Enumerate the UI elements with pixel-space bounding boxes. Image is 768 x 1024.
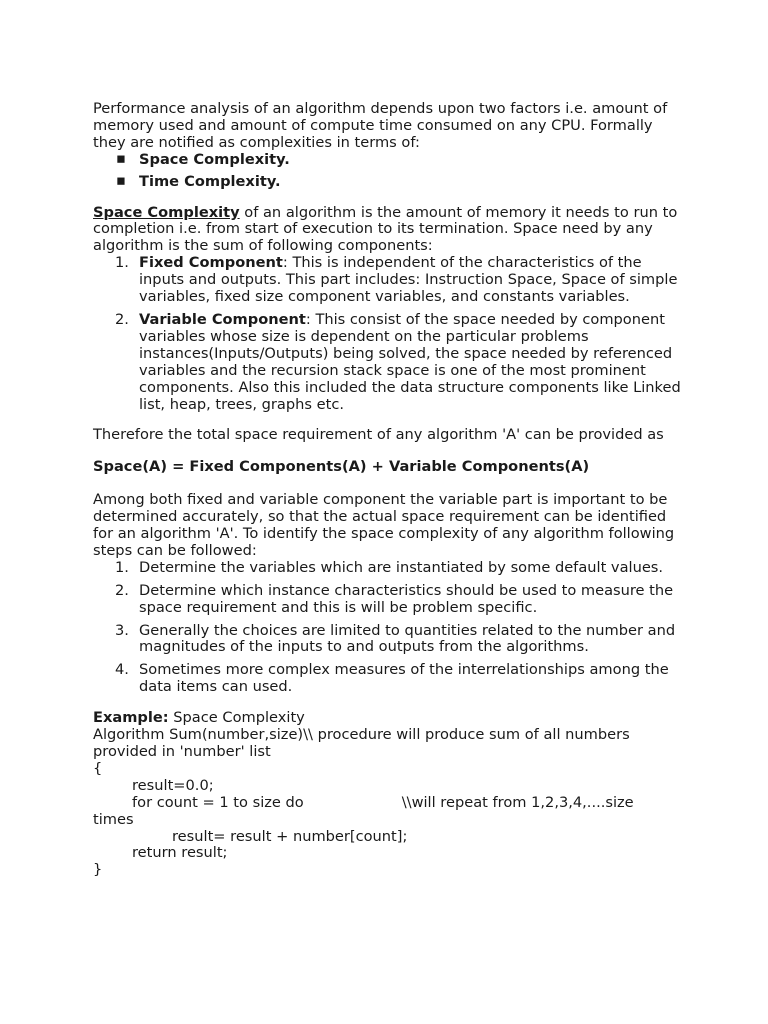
space-complexity-paragraph: Space Complexity of an algorithm is the amount of memory it needs to run to completion i.e. from start of execution to its termination. Space need by any algorithm is the sum of following components:	[93, 203, 678, 255]
components-list	[93, 255, 683, 413]
square-bullet-icon: ▪	[116, 149, 126, 167]
list-item: 3. Generally the choices are limited to quantities related to the number and magnitudes of the inputs to and outputs from the algorithms.	[115, 621, 676, 656]
code-line: for count = 1 to size do \\will repeat from 1,2,3,4,....size	[132, 793, 634, 811]
code-block	[93, 761, 683, 879]
document-page	[93, 101, 683, 879]
total-space-paragraph: Therefore the total space requirement of any algorithm 'A' can be provided as	[93, 426, 664, 444]
bullet-item: ▪ Time Complexity.	[116, 171, 281, 190]
steps-intro-paragraph: Among both fixed and variable component the variable part is important to be determined accurately, so that the actual space requirement can be identified for an algorithm 'A'. To identify the space complexity of any algorithm following steps can be followed:	[93, 491, 675, 559]
list-item: 2. Determine which instance characteristics should be used to measure the space requirement and this is will be problem specific.	[115, 581, 674, 616]
bullet-item: ▪ Space Complexity.	[116, 149, 290, 168]
list-item: 4. Sometimes more complex measures of the interrelationships among the data items can used.	[115, 661, 669, 696]
list-item: 1. Determine the variables which are instantiated by some default values.	[115, 558, 664, 576]
code-open-brace: {	[93, 759, 103, 777]
code-line: result=0.0;	[132, 776, 214, 794]
code-line: result= result + number[count];	[172, 827, 408, 845]
intro-paragraph: Performance analysis of an algorithm depends upon two factors i.e. amount of memory used and amount of compute time consumed on any CPU. Formally they are notified as complexities in terms of:	[93, 100, 668, 151]
list-item: 1. Fixed Component: This is independent of the characteristics of the inputs and outputs. This part includes: Instruction Space, Space of simple variables, fixed size component variables, and constants variables.	[115, 254, 678, 306]
example-heading: Example: Space Complexity	[93, 709, 305, 727]
steps-list	[93, 560, 683, 696]
code-comment: \\will repeat from 1,2,3,4,....size	[401, 793, 634, 811]
algorithm-header: Algorithm Sum(number,size)\\ procedure will produce sum of all numbers provided in 'number' list	[93, 726, 630, 760]
code-line-wrap: times	[93, 810, 134, 828]
square-bullet-icon: ▪	[116, 171, 126, 189]
space-formula: Space(A) = Fixed Components(A) + Variable Components(A)	[93, 458, 590, 476]
code-close-brace: }	[93, 861, 103, 879]
space-complexity-term: Space Complexity	[93, 203, 240, 221]
list-item: 2. Variable Component: This consist of the space needed by component variables whose size is dependent on the particular problems instances(Inputs/Outputs) being solved, the space needed by referenced variables and the recursion stack space is one of the most prominent components. Also this included the data structure components like Linked list, heap, trees, graphs etc.	[115, 310, 681, 413]
complexity-bullet-list	[93, 149, 683, 191]
code-line: return result;	[132, 844, 228, 862]
